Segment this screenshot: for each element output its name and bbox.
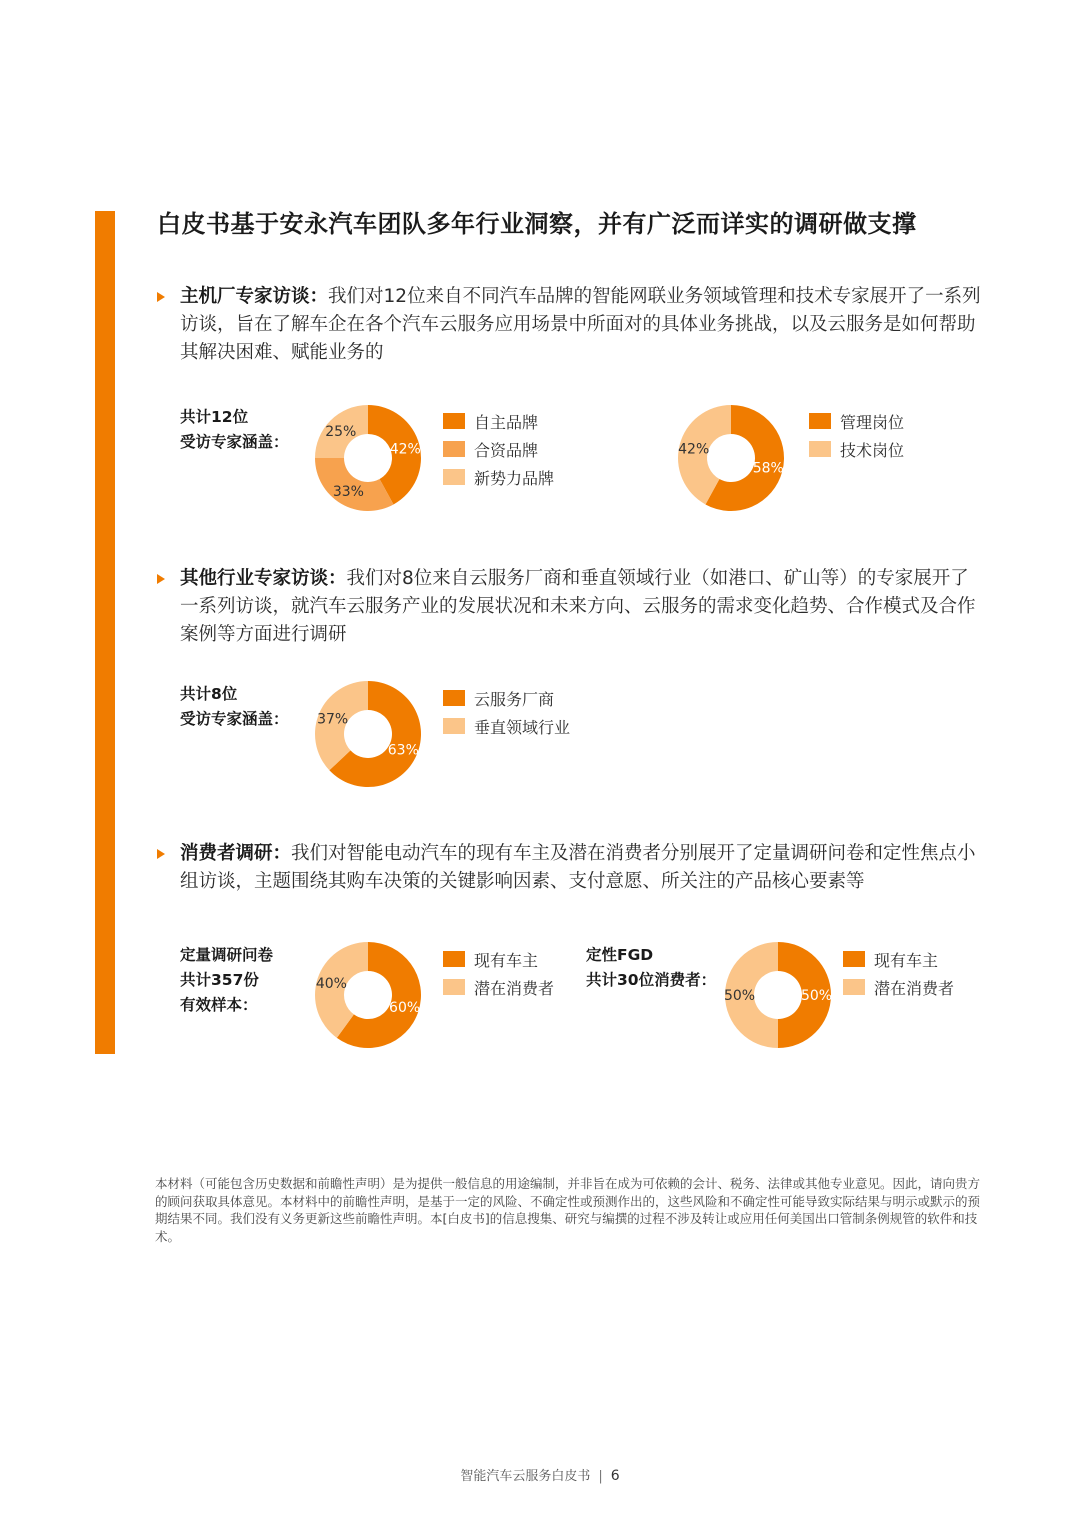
legend-swatch [443,718,465,734]
bullet-consumer-research [157,840,987,896]
bullet-text [180,565,987,649]
donut-data-label: 50% [800,988,833,1004]
bullet-body: 我们对8位来自云服务厂商和垂直领域行业（如港口、矿山等）的专家展开了一系列访谈，就汽车云服务产业的发展状况和未来方向、云服务的需求变化趋势、合作模式及合作案例等方面进行调研 [180,568,976,645]
label-line: 共计357份 [180,971,259,989]
legend-quant-survey [443,945,554,1001]
triangle-bullet-icon [157,574,165,584]
bullet-colon: ： [272,843,292,864]
bullet-heading: 其他行业专家访谈 [180,568,329,589]
legend-item [443,407,554,435]
quant-sample-label [180,943,273,1018]
legend-item [443,712,570,740]
legend-label: 管理岗位 [840,412,905,432]
label-line: 有效样本： [180,996,258,1014]
legend-swatch [443,690,465,706]
donut-data-label: 50% [723,988,756,1004]
donut-data-label: 33% [332,484,364,501]
legend-item [443,463,554,491]
donut-chart-industry-type [314,680,422,788]
legend-swatch [809,413,831,429]
label-line: 定量调研问卷 [180,946,274,964]
donut-data-label: 60% [389,999,421,1016]
disclaimer-text: 本材料（可能包含历史数据和前瞻性声明）是为提供一般信息的用途编制，并非旨在成为可依赖的会计、税务、法律或其他专业意见。因此，请向贵方的顾问获取具体意见。本材料中的前瞻性声明，是基于一定的风险、不确定性或预测作出的，这些风险和不确定性可能导致实际结果与明示或默示的预期结果不同。我们没有义务更新这些前瞻性声明。本[白皮书]的信息搜集、研究与编撰的过程不涉及转让或应用任何美国出口管制条例规管的软件和技术。 [155,1176,981,1244]
legend-label: 垂直领域行业 [474,717,571,737]
legend-label: 潜在消费者 [474,978,555,998]
bullet-text [180,283,987,367]
page-footer [0,1465,1080,1484]
qual-sample-label [586,943,716,993]
legend-swatch [443,979,465,995]
legend-label: 技术岗位 [840,440,905,460]
label-line: 共计8位 [180,685,238,703]
legend-swatch [843,951,865,967]
legend-swatch [809,441,831,457]
label-line: 共计30位消费者： [586,971,717,989]
bullet-body: 我们对智能电动汽车的现有车主及潜在消费者分别展开了定量调研问卷和定性焦点小组访谈，主题围绕其购车决策的关键影响因素、支付意愿、所关注的产品核心要素等 [180,843,976,892]
triangle-bullet-icon [157,292,165,302]
legend-item [443,973,554,1001]
legend-label: 现有车主 [474,950,539,970]
legend-role-type [809,407,904,463]
industry-sample-label [180,682,289,732]
legend-label: 合资品牌 [474,440,539,460]
donut-data-label: 42% [678,441,710,458]
legend-label: 现有车主 [874,950,939,970]
legend-brand-type [443,407,554,491]
bullet-text [180,840,987,896]
donut-chart-brand-type [314,404,422,512]
label-line: 定性FGD [586,946,654,964]
donut-chart-role-type [677,404,785,512]
legend-swatch [443,413,465,429]
accent-side-bar [95,211,115,1054]
donut-data-label: 42% [389,441,421,458]
triangle-bullet-icon [157,849,165,859]
oem-sample-label [180,405,289,455]
legend-item [843,945,954,973]
legend-item [443,684,570,712]
footer-title: 智能汽车云服务白皮书 [460,1469,591,1484]
donut-chart-quant-survey [314,941,422,1049]
legend-label: 自主品牌 [474,412,539,432]
legend-label: 潜在消费者 [874,978,955,998]
page-title: 白皮书基于安永汽车团队多年行业洞察，并有广泛而详实的调研做支撑 [157,210,917,238]
donut-data-label: 25% [325,423,357,440]
donut-data-label: 58% [752,460,784,477]
legend-swatch [443,441,465,457]
label-line: 受访专家涵盖： [180,433,289,451]
bullet-oem-interviews [157,283,987,367]
bullet-body: 我们对12位来自不同汽车品牌的智能网联业务领域管理和技术专家展开了一系列访谈，旨在了解车企在各个汽车云服务应用场景中所面对的具体业务挑战，以及云服务是如何帮助其解决困难、赋能业务的 [180,286,981,363]
donut-data-label: 63% [387,742,419,759]
legend-swatch [443,951,465,967]
donut-chart-qual-fgd [724,941,832,1049]
legend-item [443,945,554,973]
legend-qual-fgd [843,945,954,1001]
label-line: 共计12位 [180,408,249,426]
legend-industry-type [443,684,570,740]
legend-swatch [843,979,865,995]
legend-item [843,973,954,1001]
donut-data-label: 40% [315,976,347,993]
bullet-heading: 主机厂专家访谈 [180,286,310,307]
legend-swatch [443,469,465,485]
legend-item [443,435,554,463]
legend-label: 新势力品牌 [474,468,555,488]
legend-label: 云服务厂商 [474,689,555,709]
bullet-colon: ： [328,568,347,589]
legend-item [809,407,904,435]
donut-data-label: 37% [317,711,349,728]
footer-separator: | [598,1469,603,1484]
bullet-industry-interviews [157,565,987,649]
bullet-colon: ： [309,286,329,307]
bullet-heading: 消费者调研 [180,843,273,864]
label-line: 受访专家涵盖： [180,710,289,728]
page-number: 6 [610,1468,620,1484]
legend-item [809,435,904,463]
